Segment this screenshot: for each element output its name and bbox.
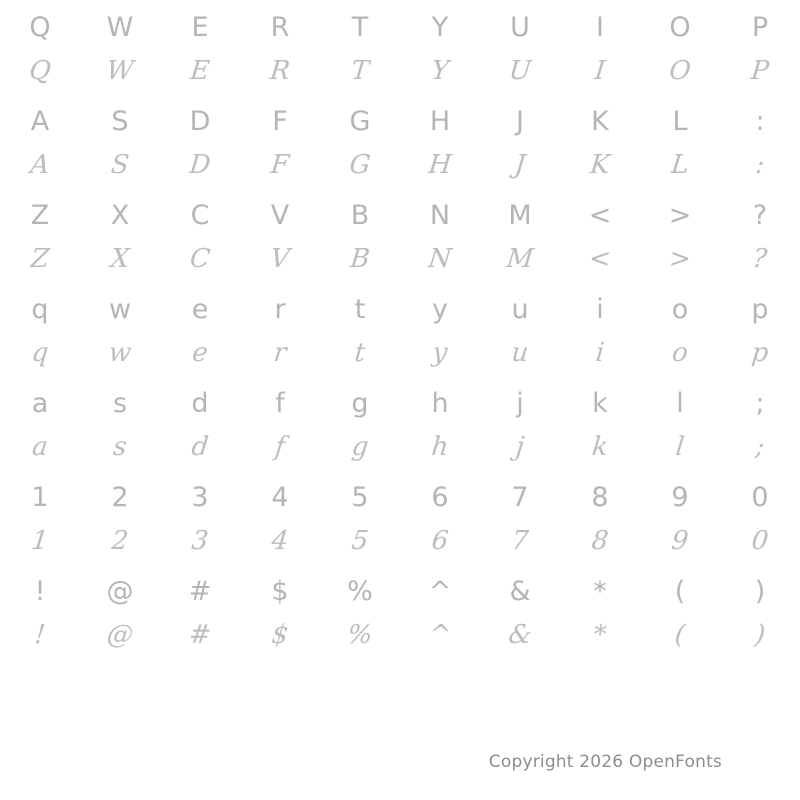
- glyph-cell: K: [591, 105, 609, 137]
- glyph-cell: F: [272, 105, 288, 137]
- glyph-cell: M: [508, 199, 532, 231]
- glyph-cell: u: [510, 338, 530, 368]
- glyph-row: [0, 516, 800, 566]
- glyph-cell: 2: [110, 526, 130, 556]
- glyph-cell: @: [106, 575, 134, 607]
- glyph-cell: 5: [351, 481, 369, 513]
- glyph-cell: !: [33, 620, 47, 650]
- glyph-cell: W: [106, 11, 134, 43]
- glyph-cell: V: [269, 244, 291, 274]
- glyph-cell: C: [188, 244, 212, 274]
- glyph-cell: o: [670, 338, 690, 368]
- glyph-cell: q: [30, 338, 50, 368]
- glyph-cell: p: [751, 293, 769, 325]
- glyph-cell: ^: [428, 575, 452, 607]
- glyph-cell: Z: [29, 244, 51, 274]
- glyph-cell: C: [190, 199, 210, 231]
- glyph-cell: S: [109, 150, 131, 180]
- glyph-row: [0, 422, 800, 472]
- glyph-cell: ?: [752, 199, 768, 231]
- glyph-cell: e: [191, 293, 209, 325]
- glyph-row: [0, 46, 800, 96]
- glyph-cell: Q: [29, 11, 51, 43]
- glyph-cell: g: [350, 432, 370, 462]
- glyph-cell: A: [30, 105, 50, 137]
- glyph-row: [0, 472, 800, 522]
- glyph-cell: h: [431, 387, 449, 419]
- glyph-cell: l: [676, 387, 684, 419]
- glyph-cell: D: [189, 105, 211, 137]
- glyph-cell: i: [594, 338, 606, 368]
- glyph-cell: <: [588, 199, 612, 231]
- glyph-cell: #: [188, 575, 212, 607]
- glyph-cell: j: [516, 387, 524, 419]
- glyph-cell: 3: [191, 481, 209, 513]
- glyph-cell: (: [674, 575, 686, 607]
- glyph-cell: W: [105, 56, 135, 86]
- glyph-cell: P: [751, 11, 769, 43]
- glyph-cell: 8: [590, 526, 610, 556]
- glyph-cell: Y: [429, 56, 451, 86]
- glyph-cell: O: [667, 56, 693, 86]
- glyph-cell: y: [432, 293, 448, 325]
- glyph-cell: i: [596, 293, 604, 325]
- glyph-row: [0, 378, 800, 428]
- glyph-cell: w: [107, 338, 133, 368]
- glyph-cell: T: [351, 11, 369, 43]
- glyph-cell: (: [673, 620, 687, 650]
- glyph-cell: r: [274, 293, 286, 325]
- glyph-cell: J: [516, 105, 524, 137]
- glyph-row: [0, 284, 800, 334]
- glyph-cell: 9: [671, 481, 689, 513]
- glyph-cell: L: [672, 105, 688, 137]
- glyph-cell: X: [109, 244, 131, 274]
- glyph-cell: G: [349, 105, 371, 137]
- glyph-cell: E: [191, 11, 209, 43]
- glyph-cell: ): [754, 575, 766, 607]
- glyph-cell: A: [29, 150, 51, 180]
- glyph-cell: ;: [755, 387, 765, 419]
- glyph-cell: B: [348, 244, 372, 274]
- glyph-cell: >: [667, 244, 693, 274]
- glyph-row: [0, 566, 800, 616]
- glyph-cell: M: [505, 244, 535, 274]
- glyph-cell: d: [190, 432, 210, 462]
- glyph-cell: R: [270, 11, 290, 43]
- glyph-cell: ?: [751, 244, 769, 274]
- glyph-row: [0, 328, 800, 378]
- glyph-cell: V: [270, 199, 290, 231]
- glyph-cell: $: [271, 575, 289, 607]
- glyph-cell: Q: [27, 56, 53, 86]
- glyph-cell: *: [591, 620, 609, 650]
- glyph-cell: d: [191, 387, 209, 419]
- glyph-cell: U: [510, 11, 530, 43]
- glyph-cell: U: [507, 56, 533, 86]
- glyph-cell: O: [669, 11, 691, 43]
- glyph-cell: T: [349, 56, 371, 86]
- glyph-cell: 3: [190, 526, 210, 556]
- glyph-row: [0, 234, 800, 284]
- glyph-cell: Z: [30, 199, 50, 231]
- glyph-cell: 0: [751, 481, 769, 513]
- glyph-cell: 1: [30, 526, 50, 556]
- glyph-cell: J: [513, 150, 527, 180]
- glyph-cell: ^: [427, 620, 453, 650]
- glyph-cell: t: [353, 338, 367, 368]
- glyph-cell: H: [427, 150, 453, 180]
- glyph-cell: N: [429, 199, 451, 231]
- glyph-cell: y: [431, 338, 449, 368]
- glyph-cell: &: [506, 620, 534, 650]
- glyph-cell: D: [187, 150, 212, 180]
- glyph-cell: l: [674, 432, 686, 462]
- glyph-cell: 6: [431, 481, 449, 513]
- glyph-row: [0, 96, 800, 146]
- glyph-cell: r: [272, 338, 288, 368]
- glyph-cell: H: [429, 105, 451, 137]
- glyph-cell: 4: [271, 481, 289, 513]
- glyph-cell: E: [188, 56, 212, 86]
- glyph-cell: 4: [270, 526, 290, 556]
- glyph-cell: K: [588, 150, 612, 180]
- glyph-cell: L: [669, 150, 691, 180]
- glyph-cell: f: [275, 387, 285, 419]
- glyph-cell: !: [34, 575, 46, 607]
- glyph-cell: 5: [350, 526, 370, 556]
- glyph-cell: >: [668, 199, 692, 231]
- glyph-cell: u: [511, 293, 529, 325]
- copyright-notice: Copyright 2026 OpenFonts: [488, 752, 722, 772]
- glyph-cell: @: [105, 620, 135, 650]
- glyph-cell: <: [587, 244, 613, 274]
- glyph-row: [0, 610, 800, 660]
- glyph-cell: q: [31, 293, 49, 325]
- glyph-cell: g: [351, 387, 369, 419]
- glyph-cell: 7: [511, 481, 529, 513]
- glyph-cell: I: [596, 11, 604, 43]
- glyph-cell: N: [427, 244, 453, 274]
- glyph-cell: F: [269, 150, 291, 180]
- glyph-cell: e: [190, 338, 210, 368]
- glyph-cell: f: [273, 432, 287, 462]
- glyph-cell: 2: [111, 481, 129, 513]
- glyph-cell: R: [268, 56, 292, 86]
- glyph-cell: o: [671, 293, 689, 325]
- glyph-cell: t: [354, 293, 366, 325]
- glyph-cell: s: [112, 387, 128, 419]
- glyph-cell: &: [509, 575, 531, 607]
- glyph-cell: S: [111, 105, 129, 137]
- glyph-row: [0, 2, 800, 52]
- glyph-cell: j: [514, 432, 526, 462]
- glyph-cell: X: [110, 199, 130, 231]
- glyph-cell: 9: [670, 526, 690, 556]
- glyph-cell: 6: [430, 526, 450, 556]
- glyph-row: [0, 190, 800, 240]
- glyph-cell: k: [592, 387, 608, 419]
- glyph-cell: 7: [510, 526, 530, 556]
- glyph-cell: s: [111, 432, 129, 462]
- glyph-cell: $: [270, 620, 290, 650]
- glyph-cell: a: [30, 432, 50, 462]
- glyph-cell: %: [346, 620, 374, 650]
- glyph-cell: a: [31, 387, 49, 419]
- glyph-cell: Y: [431, 11, 449, 43]
- glyph-cell: ;: [754, 432, 766, 462]
- glyph-cell: :: [755, 105, 765, 137]
- glyph-cell: %: [347, 575, 373, 607]
- glyph-cell: h: [430, 432, 450, 462]
- glyph-cell: I: [593, 56, 607, 86]
- glyph-cell: *: [593, 575, 607, 607]
- glyph-cell: w: [108, 293, 132, 325]
- glyph-cell: k: [590, 432, 610, 462]
- glyph-cell: ): [753, 620, 767, 650]
- glyph-cell: 1: [31, 481, 49, 513]
- glyph-cell: P: [749, 56, 771, 86]
- glyph-row: [0, 140, 800, 190]
- glyph-cell: 0: [750, 526, 770, 556]
- glyph-cell: :: [754, 150, 766, 180]
- glyph-cell: G: [348, 150, 372, 180]
- glyph-cell: B: [350, 199, 370, 231]
- glyph-cell: p: [750, 338, 770, 368]
- glyph-cell: #: [187, 620, 213, 650]
- glyph-cell: 8: [591, 481, 609, 513]
